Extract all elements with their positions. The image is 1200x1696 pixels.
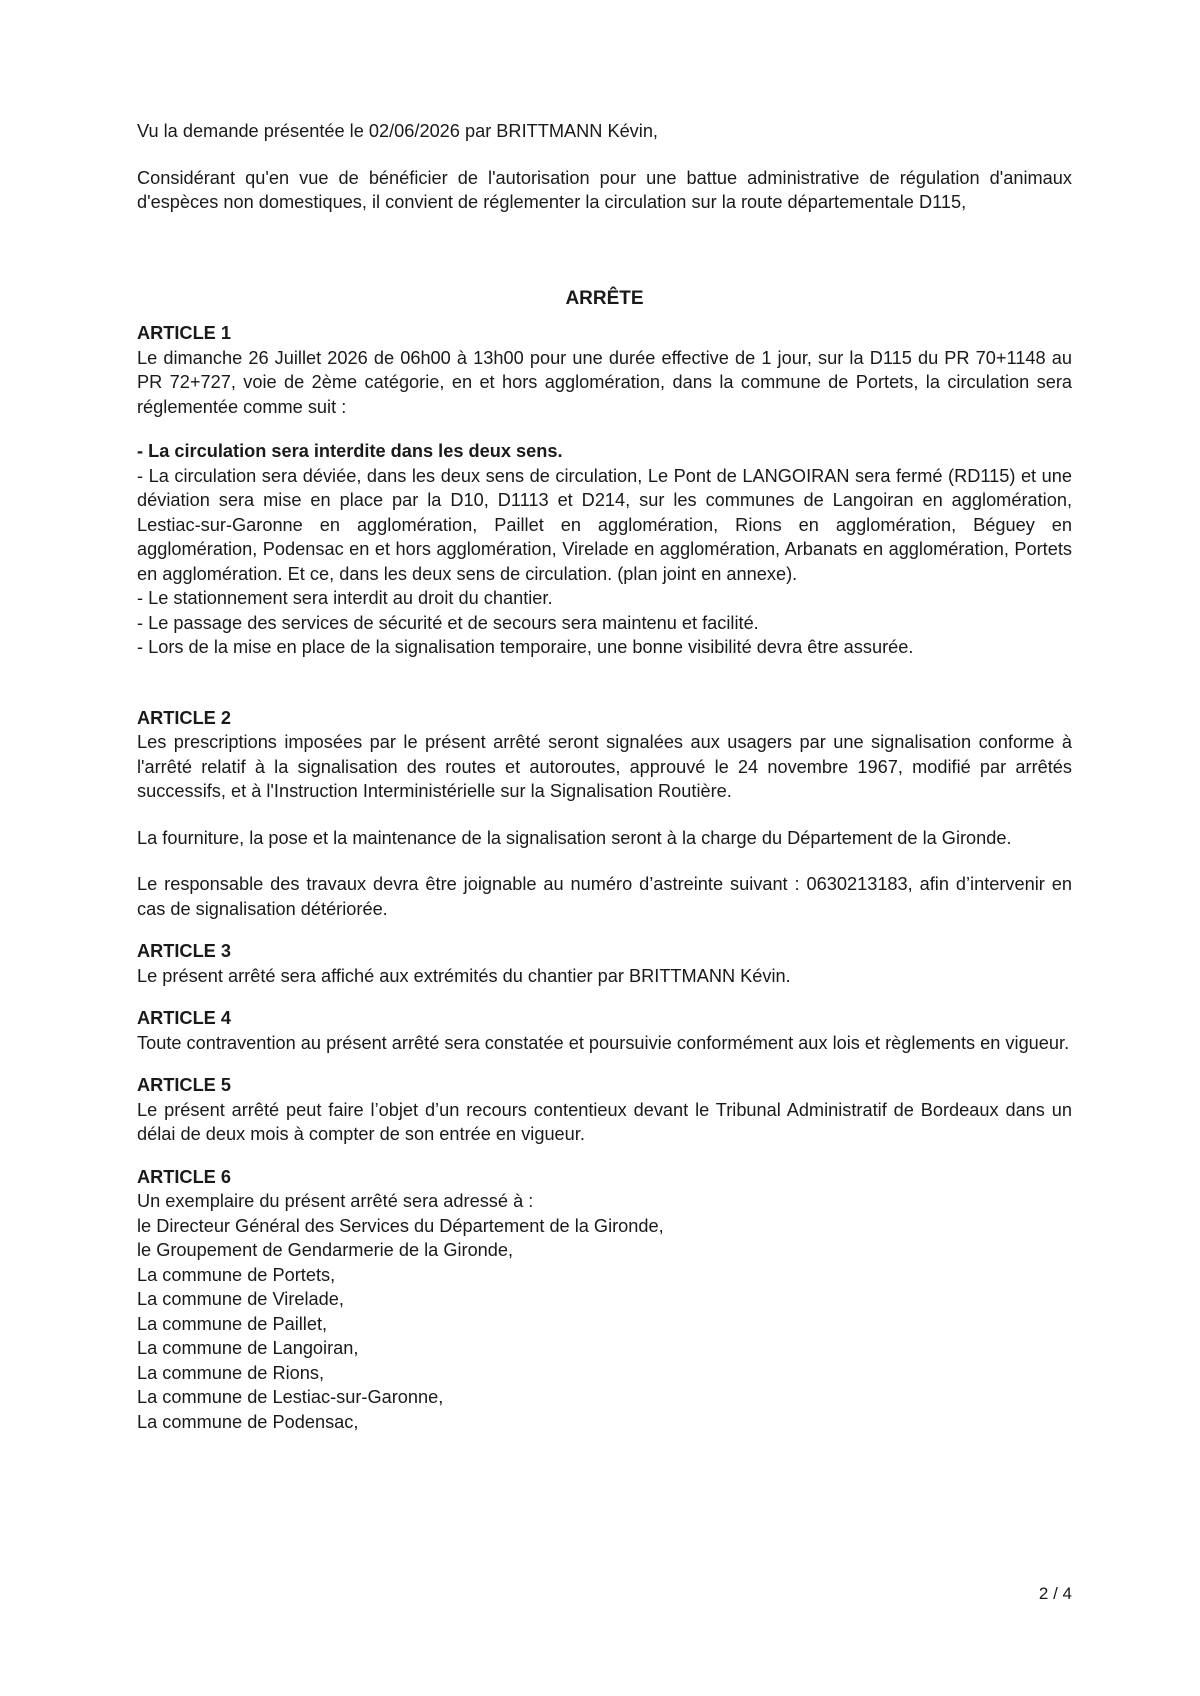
article-4-heading: ARTICLE 4 [137, 1008, 231, 1028]
recipient-item: La commune de Paillet, [137, 1313, 328, 1334]
recipient-item: La commune de Podensac, [137, 1411, 359, 1432]
article-3 [137, 939, 1072, 988]
considering-paragraph: Considérant qu'en vue de bénéficier de l'autorisation pour une battue administrative de régulation d'animaux d'espèces non domestiques, il convient de réglementer la circulation sur la route départementale D115, [137, 167, 1072, 212]
recipient-item: le Directeur Général des Services du Département de la Gironde, [137, 1215, 664, 1236]
article-2-paragraph-3: Le responsable des travaux devra être joignable au numéro d’astreinte suivant : 0630213183, afin d’intervenir en cas de signalisation détériorée. [137, 874, 1072, 919]
article-1-closure-bullet: - La circulation sera interdite dans les deux sens. [137, 441, 563, 461]
recipient-item: La commune de Virelade, [137, 1289, 344, 1309]
recipient-item: La commune de Portets, [137, 1264, 336, 1285]
article-6 [137, 1165, 1072, 1435]
article-3-heading: ARTICLE 3 [137, 941, 231, 961]
article-3-text: Le présent arrêté sera affiché aux extrémités du chantier par BRITTMANN Kévin. [137, 965, 791, 986]
article-4 [137, 1006, 1072, 1055]
recipient-item: La commune de Langoiran, [137, 1338, 359, 1358]
article-1-heading: ARTICLE 1 [137, 323, 231, 343]
article-5 [137, 1073, 1072, 1147]
article-4-text: Toute contravention au présent arrêté sera constatée et poursuivie conformément aux lois et règlements en vigueur. [137, 1032, 1070, 1053]
article-1-signage-bullet: - Lors de la mise en place de la signalisation temporaire, une bonne visibilité devra être assurée. [137, 637, 914, 657]
recipient-list [137, 1214, 1072, 1435]
article-5-heading: ARTICLE 5 [137, 1075, 231, 1095]
article-2-heading: ARTICLE 2 [137, 707, 231, 728]
recipient-item: La commune de Lestiac-sur-Garonne, [137, 1387, 444, 1407]
recipient-item: le Groupement de Gendarmerie de la Gironde, [137, 1240, 514, 1260]
article-2-paragraph-1: Les prescriptions imposées par le présent arrêté seront signalées aux usagers par une signalisation conforme à l'arrêté relatif à la signalisation des routes et autoroutes, approuvé le 24 novembre 1967, modifié par arrêtés successifs, et à l'Instruction Interministérielle sur la Signalisation Routière. [137, 732, 1072, 801]
article-6-heading: ARTICLE 6 [137, 1166, 231, 1187]
article-1-parking-bullet: - Le stationnement sera interdit au droit du chantier. [137, 588, 553, 608]
request-line: Vu la demande présentée le 02/06/2026 par BRITTMANN Kévin, [137, 121, 658, 141]
recipient-item: La commune de Rions, [137, 1362, 325, 1383]
article-1-deviation-bullet: - La circulation sera déviée, dans les deux sens de circulation, Le Pont de LANGOIRAN sera fermé (RD115) et une déviation sera mise en place par la D10, D1113 et D214, sur les communes de Langoiran en agglomération, Lestiac-sur-Garonne en agglomération, Paillet en agglomération, Rions en agglomération, Béguey en agglomération, Podensac en et hors agglomération, Virelade en agglomération, Arbanats en agglomération, Portets en agglomération. Et ce, dans les deux sens de circulation. (plan joint en annexe). [137, 465, 1072, 584]
document-body [137, 119, 1072, 1434]
article-2 [137, 706, 1072, 922]
article-1-services-bullet: - Le passage des services de sécurité et de secours sera maintenu et facilité. [137, 612, 759, 633]
article-1 [137, 321, 1072, 660]
decree-title: ARRÊTE [565, 287, 644, 309]
page-number: 2 / 4 [1038, 1584, 1072, 1603]
article-2-paragraph-2: La fourniture, la pose et la maintenance de la signalisation seront à la charge du Département de la Gironde. [137, 827, 1012, 848]
article-6-intro: Un exemplaire du présent arrêté sera adressé à : [137, 1191, 534, 1211]
article-5-text: Le présent arrêté peut faire l’objet d’un recours contentieux devant le Tribunal Administratif de Bordeaux dans un délai de deux mois à compter de son entrée en vigueur. [137, 1099, 1072, 1144]
article-1-intro: Le dimanche 26 Juillet 2026 de 06h00 à 13h00 pour une durée effective de 1 jour, sur la D115 du PR 70+1148 au PR 72+727, voie de 2ème catégorie, en et hors agglomération, dans la commune de Portets, la circulation sera réglementée comme suit : [137, 347, 1072, 417]
